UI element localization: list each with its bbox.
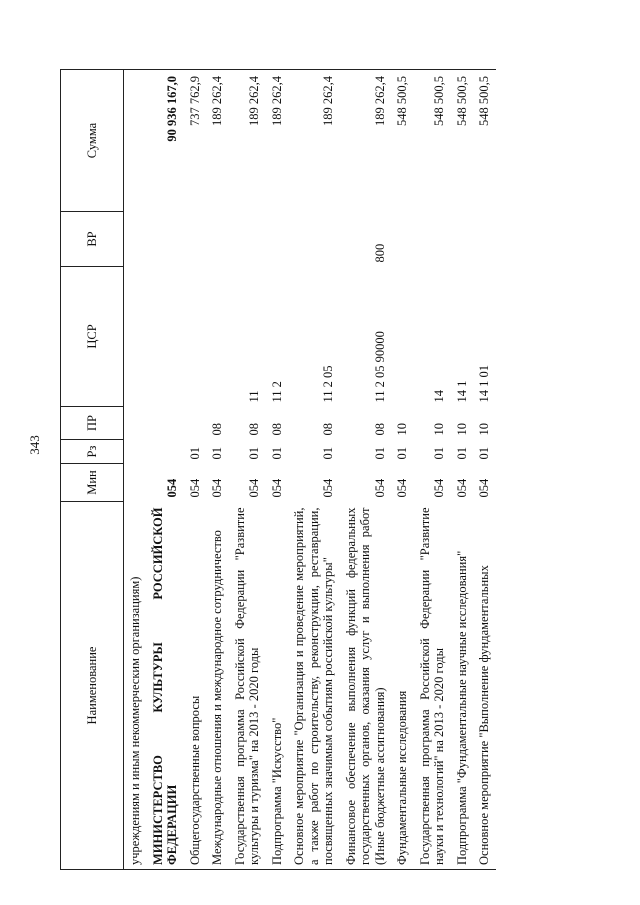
row-rz: 01 [432,447,446,460]
table-row [184,70,207,870]
row-csr: 11 2 [269,381,284,403]
row-name: Фундаментальные исследования [391,502,414,870]
row-vr [206,212,229,267]
row-sum: 548 500,5 [414,70,451,212]
row-csr [206,267,229,407]
row-rz: 01 [247,447,261,460]
row-csr: 11 2 05 [321,365,335,403]
row-pr: 08 [269,423,284,436]
row-pr: 08 [247,423,261,436]
row-csr [391,267,414,407]
header-min: Мин [61,464,124,502]
row-rz: 01 [454,447,469,460]
row-rz: 01 [269,447,284,460]
row-pr: 10 [395,423,409,436]
row-rz: 01 [187,447,202,460]
rotated-page [60,70,620,870]
row-pr: 10 [432,423,446,436]
page-number: 343 [27,435,42,455]
row-csr [124,267,147,407]
row-min: 054 [395,478,409,498]
row-min: 054 [477,478,491,498]
row-sum [124,70,147,212]
row-csr: 11 [247,390,261,403]
row-min: 054 [269,478,284,498]
row-name: Подпрограмма "Фундаментальные научные исследования" [451,502,474,870]
row-min: 054 [187,478,202,498]
row-sum: 737 762,9 [184,70,207,212]
row-pr: 08 [372,423,387,436]
header-sum: Сумма [61,70,124,212]
row-name: Государственная программа Российской Федерации "Развитие науки и технологий" на 2013 - 2020 годы [414,502,451,870]
table-row [391,70,414,870]
row-vr [266,212,289,267]
row-vr [451,212,474,267]
row-name: Финансовое обеспечение выполнения функций федеральных государственных органов, оказания услуг и выполнения работ (Иные бюджетные ассигнования) [340,502,392,870]
table-row [124,70,147,870]
header-csr: ЦСР [61,267,124,407]
row-rz [147,440,184,464]
row-csr: 14 1 01 [477,365,491,403]
row-vr [229,212,266,267]
header-rz: Рз [61,440,124,464]
table-row [451,70,474,870]
row-name: Основное мероприятие "Выполнение фундаментальных [473,502,496,870]
row-rz: 01 [210,447,224,460]
row-pr: 10 [477,423,491,436]
budget-table [60,69,496,870]
row-rz: 01 [395,447,409,460]
row-vr: 800 [372,243,387,263]
row-sum: 189 262,4 [340,70,392,212]
row-min [124,464,147,502]
header-name: Наименование [61,502,124,870]
row-pr [147,407,184,440]
table-row [473,70,496,870]
row-csr [147,267,184,407]
row-min: 054 [372,478,387,498]
row-name: Общегосударственные вопросы [184,502,207,870]
row-pr: 10 [454,423,469,436]
row-csr: 14 1 [454,380,469,403]
row-name: Подпрограмма "Искусство" [266,502,289,870]
row-sum: 548 500,5 [391,70,414,212]
row-sum: 189 262,4 [266,70,289,212]
row-sum: 548 500,5 [473,70,496,212]
row-vr [288,212,340,267]
row-min: 054 [454,478,469,498]
row-min: 054 [210,478,224,498]
row-pr: 08 [210,423,224,436]
row-vr [473,212,496,267]
row-csr: 14 [432,390,446,403]
row-vr [147,212,184,267]
table-header [61,70,124,870]
row-name: Международные отношения и международное сотрудничество [206,502,229,870]
table-row [266,70,289,870]
row-name: МИНИСТЕРСТВО КУЛЬТУРЫ РОССИЙСКОЙ ФЕДЕРАЦИИ [147,502,184,870]
row-pr [184,407,207,440]
row-pr: 08 [321,423,335,436]
row-name: Государственная программа Российской Федерации "Развитие культуры и туризма" на 2013 - 2020 годы [229,502,266,870]
row-pr [124,407,147,440]
row-rz: 01 [372,447,387,460]
row-rz [124,440,147,464]
row-name: Основное мероприятие "Организация и проведение мероприятий, а также работ по строительству, реконструкции, реставрации, посвященных значимым событиям российской культуры" [288,502,340,870]
row-min: 054 [247,478,261,498]
row-sum: 189 262,4 [288,70,340,212]
row-csr [184,267,207,407]
row-sum: 189 262,4 [229,70,266,212]
table-row [206,70,229,870]
row-vr [184,212,207,267]
row-min: 054 [321,478,335,498]
row-csr: 11 2 05 90000 [372,331,387,403]
row-vr [124,212,147,267]
row-sum: 548 500,5 [451,70,474,212]
table-row [340,70,392,870]
row-sum: 189 262,4 [206,70,229,212]
row-rz: 01 [477,447,491,460]
row-rz: 01 [321,447,335,460]
row-name: учреждениям и иным некоммерческим организациям) [124,502,147,870]
row-vr [391,212,414,267]
row-min: 054 [165,478,179,498]
table-row [414,70,451,870]
row-sum: 90 936 167,0 [147,70,184,212]
row-min: 054 [432,478,446,498]
table-row [229,70,266,870]
header-vr: ВР [61,212,124,267]
table-row [288,70,340,870]
row-vr [414,212,451,267]
header-pr: ПР [61,407,124,440]
table-row [147,70,184,870]
